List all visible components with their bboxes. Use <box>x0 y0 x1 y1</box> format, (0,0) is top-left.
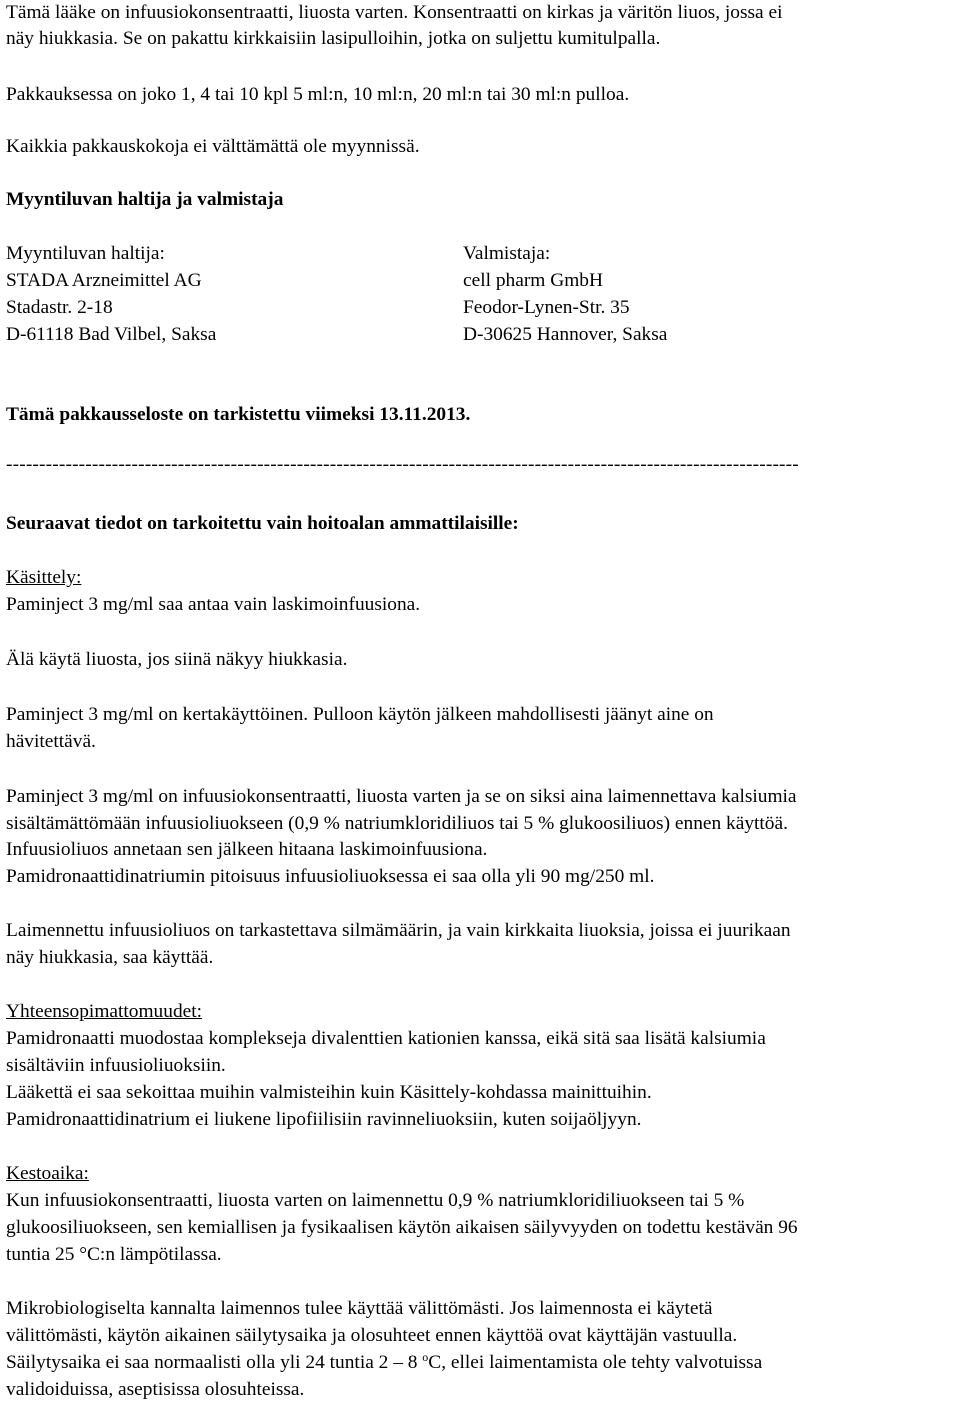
address-streets-row <box>6 295 958 321</box>
holder-city: D-61118 Bad Vilbel, Saksa <box>6 324 217 345</box>
handling-p4-line-2: sisältämättömään infuusioliuokseen (0,9 % natriumkloridiliuos tai 5 % glukoosiliuos) ennen käyttöä. <box>6 813 788 834</box>
shelf-life-title: Kestoaika: <box>6 1163 89 1184</box>
microbiology-line-2: välittömästi, käytön aikainen säilytysaika ja olosuhteet ennen käyttöä ovat käyttäjän vastuulla. <box>6 1325 738 1346</box>
incompatibilities-line-1: Pamidronaatti muodostaa komplekseja divalenttien kationien kanssa, eikä sitä saa lisätä kalsiumia <box>6 1028 766 1049</box>
shelf-life-line-3: tuntia 25 °C:n lämpötilassa. <box>6 1244 222 1265</box>
handling-p4-line-1: Paminject 3 mg/ml on infuusiokonsentraatti, liuosta varten ja se on siksi aina laimennettava kalsiumia <box>6 786 797 807</box>
revision-date: Tämä pakkausseloste on tarkistettu viimeksi 13.11.2013. <box>6 404 471 425</box>
microbiology-line-1: Mikrobiologiselta kannalta laimennos tulee käyttää välittömästi. Jos laimennosta ei käytetä <box>6 1298 713 1319</box>
intro-line-2: näy hiukkasia. Se on pakattu kirkkaisiin lasipulloihin, jotka on suljettu kumitulpalla. <box>6 28 661 49</box>
holder-name: STADA Arzneimittel AG <box>6 270 202 291</box>
address-cities-row <box>6 322 958 348</box>
handling-p4-line-3: Infuusioliuos annetaan sen jälkeen hitaana laskimoinfuusiona. <box>6 839 488 860</box>
handling-p3-line-1: Paminject 3 mg/ml on kertakäyttöinen. Pulloon käytön jälkeen mahdollisesti jäänyt aine on <box>6 704 714 725</box>
intro-line-1: Tämä lääke on infuusiokonsentraatti, liuosta varten. Konsentraatti on kirkas ja väritön liuos, jossa ei <box>6 2 783 23</box>
microbiology-line-3-end: C, ellei laimentamista ole tehty valvotuissa <box>428 1352 763 1373</box>
holder-street: Stadastr. 2-18 <box>6 297 113 318</box>
manufacturer-name: cell pharm GmbH <box>463 270 604 291</box>
availability-note: Kaikkia pakkauskokoja ei välttämättä ole myynnissä. <box>6 136 420 157</box>
holder-section-heading: Myyntiluvan haltija ja valmistaja <box>6 189 284 210</box>
handling-p2: Älä käytä liuosta, jos siinä näkyy hiukkasia. <box>6 649 348 670</box>
handling-p4-line-4: Pamidronaattidinatriumin pitoisuus infuusioliuoksessa ei saa olla yli 90 mg/250 ml. <box>6 866 655 887</box>
handling-p3-line-2: hävitettävä. <box>6 731 96 752</box>
degree-superscript: o <box>422 1350 429 1364</box>
manufacturer-street: Feodor-Lynen-Str. 35 <box>463 297 630 318</box>
address-labels-row <box>6 241 958 267</box>
incompatibilities-line-2: sisältäviin infuusioliuoksiin. <box>6 1055 226 1076</box>
microbiology-line-3 <box>6 1350 762 1376</box>
shelf-life-line-2: glukoosiliuokseen, sen kemiallisen ja fysikaalisen käytön aikaisen säilyvyyden on todettu kestävän 96 <box>6 1217 798 1238</box>
incompatibilities-line-4: Pamidronaattidinatrium ei liukene lipofiilisiin ravinneliuoksiin, kuten soijaöljyyn. <box>6 1109 642 1130</box>
holder-label: Myyntiluvan haltija: <box>6 243 165 264</box>
incompatibilities-title: Yhteensopimattomuudet: <box>6 1001 203 1022</box>
address-names-row <box>6 268 958 294</box>
package-sizes: Pakkauksessa on joko 1, 4 tai 10 kpl 5 ml:n, 10 ml:n, 20 ml:n tai 30 ml:n pulloa. <box>6 84 630 105</box>
handling-title: Käsittely: <box>6 567 82 588</box>
professionals-heading: Seuraavat tiedot on tarkoitettu vain hoitoalan ammattilaisille: <box>6 513 519 534</box>
manufacturer-label: Valmistaja: <box>463 243 551 264</box>
shelf-life-line-1: Kun infuusiokonsentraatti, liuosta varten on laimennettu 0,9 % natriumkloridiliuokseen tai 5 % <box>6 1190 745 1211</box>
handling-p5-line-1: Laimennettu infuusioliuos on tarkastettava silmämäärin, ja vain kirkkaita liuoksia, joissa ei juurikaan <box>6 920 791 941</box>
section-divider: ------------------------------------------------------------------------------------------------------------------------ <box>6 454 799 475</box>
microbiology-line-4: validoiduissa, aseptisissa olosuhteissa. <box>6 1379 305 1400</box>
handling-p1: Paminject 3 mg/ml saa antaa vain laskimoinfuusiona. <box>6 594 421 615</box>
manufacturer-city: D-30625 Hannover, Saksa <box>463 324 668 345</box>
incompatibilities-line-3: Lääkettä ei saa sekoittaa muihin valmisteihin kuin Käsittely-kohdassa mainittuihin. <box>6 1082 652 1103</box>
microbiology-line-3-start: Säilytysaika ei saa normaalisti olla yli 24 tuntia 2 – 8 <box>6 1352 423 1373</box>
handling-p5-line-2: näy hiukkasia, saa käyttää. <box>6 947 214 968</box>
